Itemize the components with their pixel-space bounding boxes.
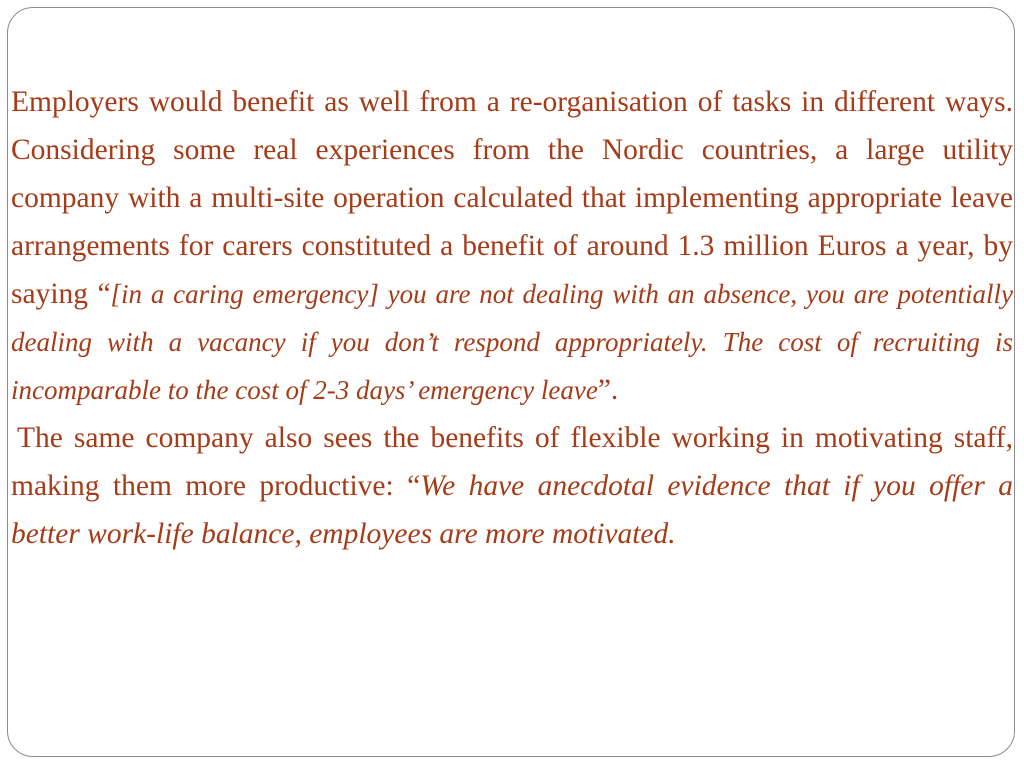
slide-body: [11, 78, 1013, 558]
paragraph-2-text: The same company also sees the benefits of flexible working in motivating staff, making them more productive: “: [11, 422, 1013, 502]
paragraph-1: [11, 78, 1013, 414]
paragraph-2: [11, 414, 1013, 558]
paragraph-2-quote: We have anecdotal evidence that if you offer a better work-life balance, employees are more motivated.: [11, 470, 1014, 550]
paragraph-1-end: ”.: [597, 374, 619, 406]
paragraph-1-quote: [in a caring emergency] you are not dealing with an absence, you are potentially dealing with a vacancy if you don’t respond appropriately. The cost of recruiting is incomparable to the cost of 2-3 days’ emergency leave: [11, 279, 1013, 405]
paragraph-1-text: Employers would benefit as well from a re-organisation of tasks in different ways. Considering some real experiences from the Nordic countries, a large utility company with a multi-site operation calculated that implementing appropriate leave arrangements for carers constituted a benefit of around 1.3 million Euros a year, by saying “: [11, 86, 1013, 310]
